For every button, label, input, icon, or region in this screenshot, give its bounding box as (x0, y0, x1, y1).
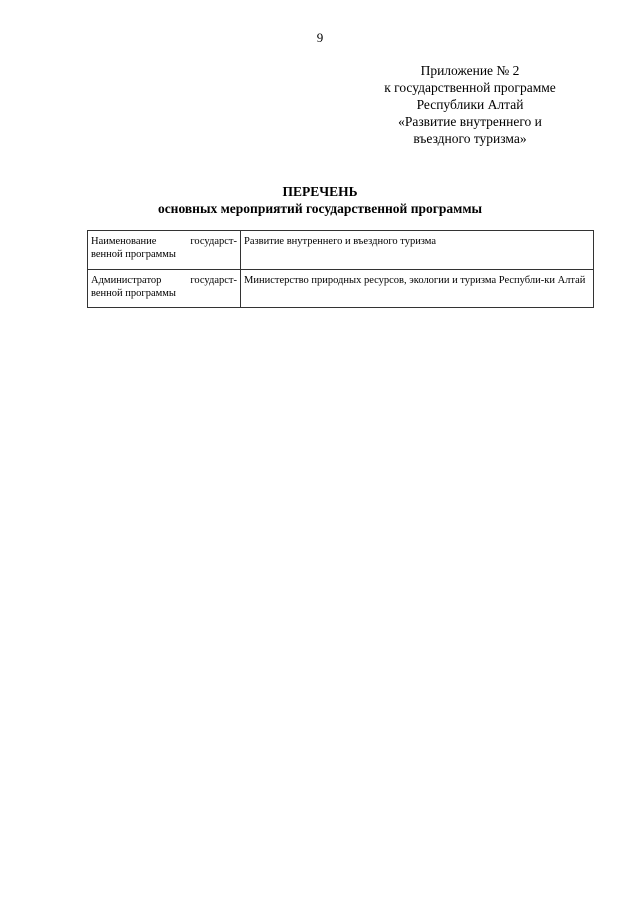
table-cell-value: Министерство природных ресурсов, экологии и туризма Республи-ки Алтай (241, 270, 594, 308)
appendix-line: въездного туризма» (413, 131, 527, 146)
document-title: ПЕРЕЧЕНЬ (282, 184, 358, 199)
document-heading (0, 183, 640, 217)
table-row (88, 231, 594, 270)
appendix-line: Приложение № 2 (420, 63, 520, 78)
document-subtitle: основных мероприятий государственной программы (157, 201, 483, 216)
page-number: 9 (316, 30, 324, 45)
table-cell-value: Развитие внутреннего и въездного туризма (241, 231, 594, 270)
appendix-line: «Развитие внутреннего и (398, 114, 542, 129)
appendix-block (340, 62, 600, 147)
appendix-line: Республики Алтай (416, 97, 524, 112)
table-cell-label: Администратор государст-венной программы (88, 270, 241, 308)
table-cell-label: Наименование государст-венной программы (88, 231, 241, 270)
appendix-line: к государственной программе (384, 80, 556, 95)
program-passport-table (87, 230, 594, 308)
table-row (88, 270, 594, 308)
